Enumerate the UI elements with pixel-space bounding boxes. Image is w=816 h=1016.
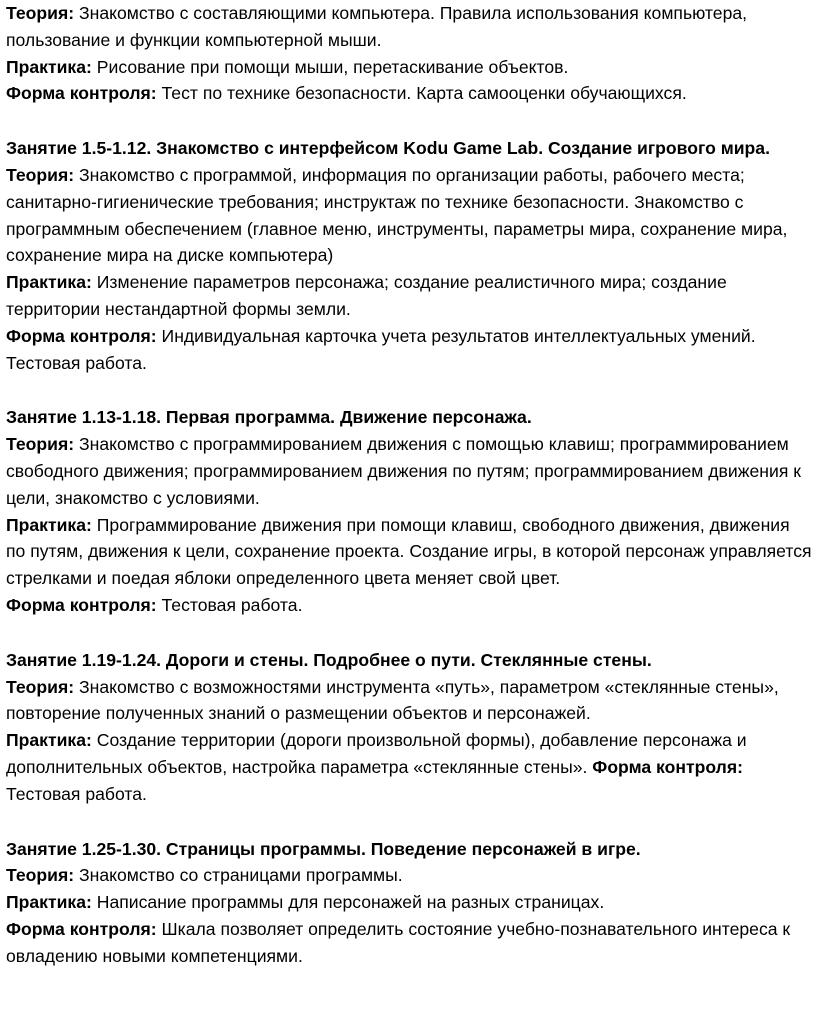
practice-label: Практика: bbox=[6, 514, 92, 535]
lesson-control bbox=[6, 592, 812, 619]
lesson-practice-text: Создание территории (дороги произвольной формы), добавление персонажа и дополнительных объектов, настройка параметра «стеклянные стены». bbox=[6, 730, 747, 777]
lesson-control bbox=[6, 323, 812, 377]
theory-label: Теория: bbox=[6, 676, 75, 697]
lesson-theory bbox=[6, 674, 812, 728]
section-gap bbox=[6, 808, 812, 836]
control-label: Форма контроля: bbox=[6, 918, 157, 939]
lesson-control-text: Шкала позволяет определить состояние учебно-познавательного интереса к овладению новыми компетенциями. bbox=[6, 918, 791, 966]
lesson-practice-text: Изменение параметров персонажа; создание реалистичного мира; создание территории нестандартной формы земли. bbox=[6, 272, 727, 319]
lesson-practice-text: Программирование движения при помощи клавиш, свободного движения, движения по путям, движения к цели, сохранение проекта. Создание игры, в которой персонаж управляется стрелками и поедая яблоки определенного цвета меняет свой цвет. bbox=[6, 514, 812, 589]
lesson-title: Занятие 1.25-1.30. Страницы программы. Поведение персонажей в игре. bbox=[6, 838, 641, 859]
section-gap bbox=[6, 107, 812, 135]
lesson-practice-text: Написание программы для персонажей на разных страницах. bbox=[96, 892, 605, 913]
theory-label: Теория: bbox=[6, 865, 75, 886]
lesson-control-text: Индивидуальная карточка учета результатов интеллектуальных умений. Тестовая работа. bbox=[6, 325, 756, 373]
practice-label: Практика: bbox=[6, 56, 92, 77]
lesson-title: Занятие 1.13-1.18. Первая программа. Движение персонажа. bbox=[6, 407, 532, 428]
section-gap bbox=[6, 376, 812, 404]
theory-label: Теория: bbox=[6, 3, 75, 23]
document-page bbox=[6, 0, 812, 970]
lesson-practice bbox=[6, 269, 812, 323]
practice-label: Практика: bbox=[6, 730, 92, 751]
control-label: Форма контроля: bbox=[6, 83, 157, 104]
lesson-title: Занятие 1.5-1.12. Знакомство с интерфейсом Kodu Game Lab. Создание игрового мира. bbox=[6, 138, 770, 159]
theory-label: Теория: bbox=[6, 434, 75, 455]
lesson-theory-text: Знакомство с программой, информация по организации работы, рабочего места; санитарно-гигиенические требования; инструктаж по технике безопасности. Знакомство с программным обеспечением (главное меню, инструменты, параметры мира, сохранение мира, сохранение мира на диске компьютера) bbox=[6, 164, 788, 266]
lesson-theory bbox=[6, 862, 812, 889]
lesson-practice-and-control bbox=[6, 727, 812, 807]
practice-label: Практика: bbox=[6, 892, 92, 913]
lesson-theory-text: Знакомство с программированием движения с помощью клавиш; программированием свободного движения; программированием движения по путям; программированием движения к цели, знакомство с условиями. bbox=[6, 434, 801, 508]
intro-control bbox=[6, 80, 812, 107]
intro-theory-text: Знакомство с составляющими компьютера. Правила использования компьютера, пользование и функции компьютерной мыши. bbox=[6, 3, 748, 50]
intro-theory bbox=[6, 0, 812, 54]
lesson-control-text: Тестовая работа. bbox=[6, 783, 147, 804]
intro-practice-text: Рисование при помощи мыши, перетаскивание объектов. bbox=[96, 56, 569, 77]
intro-control-text: Тест по технике безопасности. Карта самооценки обучающихся. bbox=[161, 83, 687, 104]
control-label: контроля: bbox=[656, 756, 743, 777]
control-label: Форма контроля: bbox=[6, 594, 157, 615]
lesson-practice bbox=[6, 512, 812, 592]
section-gap bbox=[6, 619, 812, 647]
intro-practice bbox=[6, 54, 812, 81]
lesson-title: Занятие 1.19-1.24. Дороги и стены. Подробнее о пути. Стеклянные стены. bbox=[6, 649, 652, 670]
practice-label: Практика: bbox=[6, 272, 92, 293]
lesson-practice bbox=[6, 889, 812, 916]
lesson-theory-text: Знакомство с возможностями инструмента «путь», параметром «стеклянные стены», повторение полученных знаний о размещении объектов и персонажей. bbox=[6, 676, 779, 724]
lesson-control bbox=[6, 916, 812, 970]
lesson-control-text: Тестовая работа. bbox=[161, 594, 303, 615]
lesson-theory bbox=[6, 162, 812, 269]
control-label: Форма bbox=[592, 756, 652, 777]
lesson-theory-text: Знакомство со страницами программы. bbox=[78, 865, 403, 886]
control-label: Форма контроля: bbox=[6, 325, 157, 346]
lesson-theory bbox=[6, 431, 812, 511]
theory-label: Теория: bbox=[6, 164, 75, 185]
